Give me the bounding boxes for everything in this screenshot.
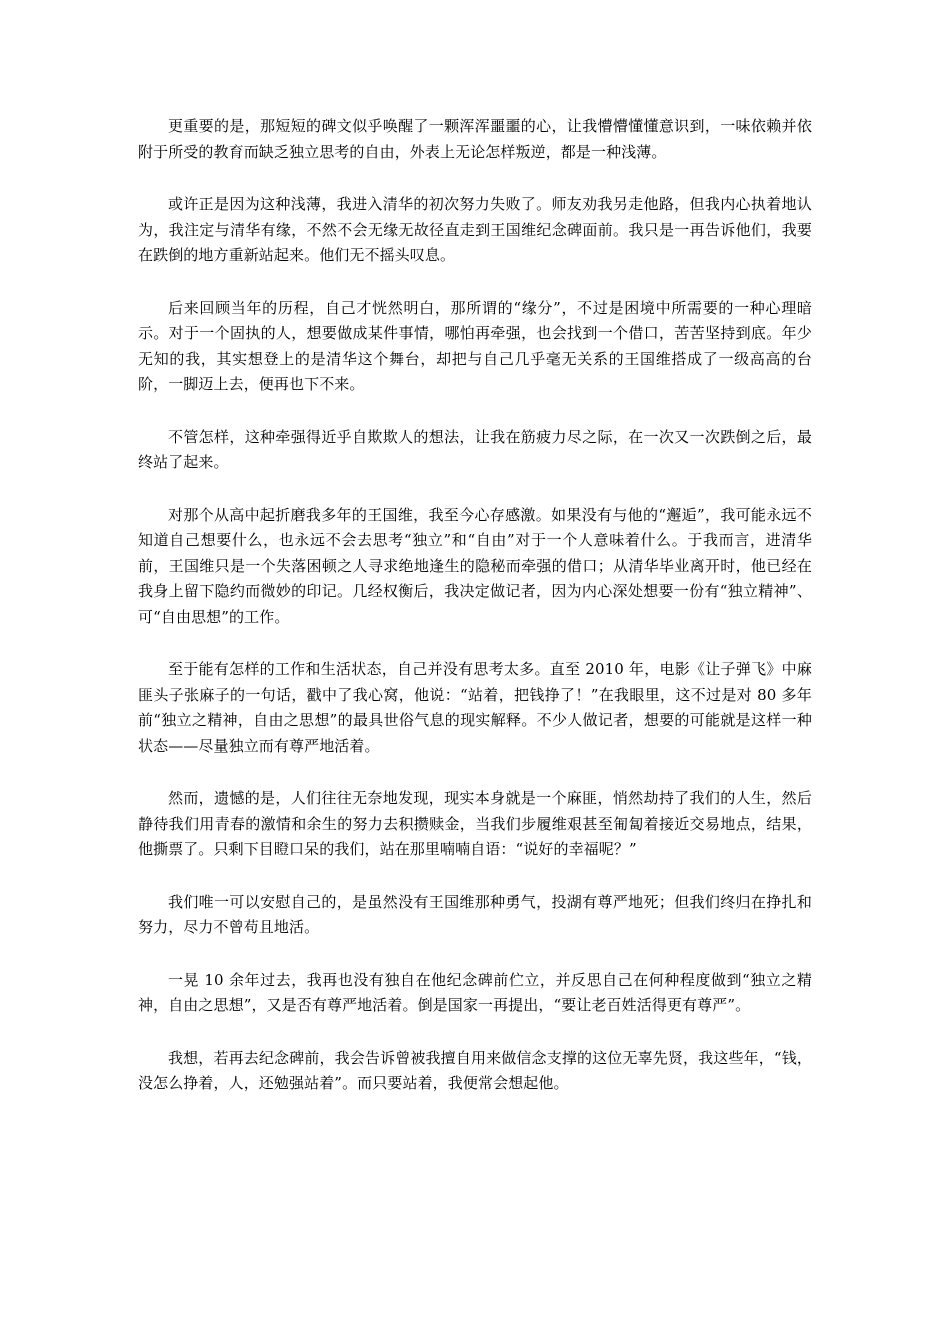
paragraph: 至于能有怎样的工作和生活状态，自己并没有思考太多。直至 2010 年，电影《让子弹飞》中麻匪头子张麻子的一句话，戳中了我心窝，他说：“站着，把钱挣了！”在我眼里，这不过是对 80 多年前“独立之精神，自由之思想”的最具世俗气息的现实解释。不少人做记者，想要的可能就是这样一种状态——尽量独立而有尊严地活着。 (138, 660, 812, 755)
paragraph: 后来回顾当年的历程，自己才恍然明白，那所谓的“缘分”，不过是困境中所需要的一种心理暗示。对于一个固执的人，想要做成某件事情，哪怕再牵强，也会找到一个借口，苦苦坚持到底。年少无知的我，其实想登上的是清华这个舞台，却把与自己几乎毫无关系的王国维搭成了一级高高的台阶，一脚迈上去，便再也下不来。 (138, 298, 812, 393)
paragraph: 我想，若再去纪念碑前，我会告诉曾被我擅自用来做信念支撑的这位无辜先贤，我这些年，“钱，没怎么挣着，人，还勉强站着”。而只要站着，我便常会想起他。 (138, 1048, 812, 1092)
paragraph: 然而，遗憾的是，人们往往无奈地发现，现实本身就是一个麻匪，悄然劫持了我们的人生，然后静待我们用青春的激情和余生的努力去积攒赎金，当我们步履维艰甚至匍匐着接近交易地点，结果，他撕票了。只剩下目瞪口呆的我们，站在那里喃喃自语：“说好的幸福呢？” (138, 789, 812, 858)
paragraph: 更重要的是，那短短的碑文似乎唤醒了一颗浑浑噩噩的心，让我懵懵懂懂意识到，一味依赖并依附于所受的教育而缺乏独立思考的自由，外表上无论怎样叛逆，都是一种浅薄。 (138, 117, 812, 161)
article-body (138, 114, 812, 1124)
paragraph: 我们唯一可以安慰自己的，是虽然没有王国维那种勇气，投湖有尊严地死；但我们终归在挣扎和努力，尽力不曾苟且地活。 (138, 892, 812, 936)
paragraph: 或许正是因为这种浅薄，我进入清华的初次努力失败了。师友劝我另走他路，但我内心执着地认为，我注定与清华有缘，不然不会无缘无故径直走到王国维纪念碑面前。我只是一再告诉他们，我要在跌倒的地方重新站起来。他们无不摇头叹息。 (138, 195, 812, 264)
paragraph: 不管怎样，这种牵强得近乎自欺欺人的想法，让我在筋疲力尽之际，在一次又一次跌倒之后，最终站了起来。 (138, 427, 812, 471)
paragraph: 一晃 10 余年过去，我再也没有独自在他纪念碑前伫立，并反思自己在何种程度做到“独立之精神，自由之思想”，又是否有尊严地活着。倒是国家一再提出，“要让老百姓活得更有尊严”。 (138, 970, 812, 1014)
paragraph: 对那个从高中起折磨我多年的王国维，我至今心存感激。如果没有与他的“邂逅”，我可能永远不知道自己想要什么，也永远不会去思考“独立”和“自由”对于一个人意味着什么。于我而言，进清华前，王国维只是一个失落困顿之人寻求绝地逢生的隐秘而牵强的借口；从清华毕业离开时，他已经在我身上留下隐约而微妙的印记。几经权衡后，我决定做记者，因为内心深处想要一份有“独立精神”、可“自由思想”的工作。 (138, 505, 812, 626)
